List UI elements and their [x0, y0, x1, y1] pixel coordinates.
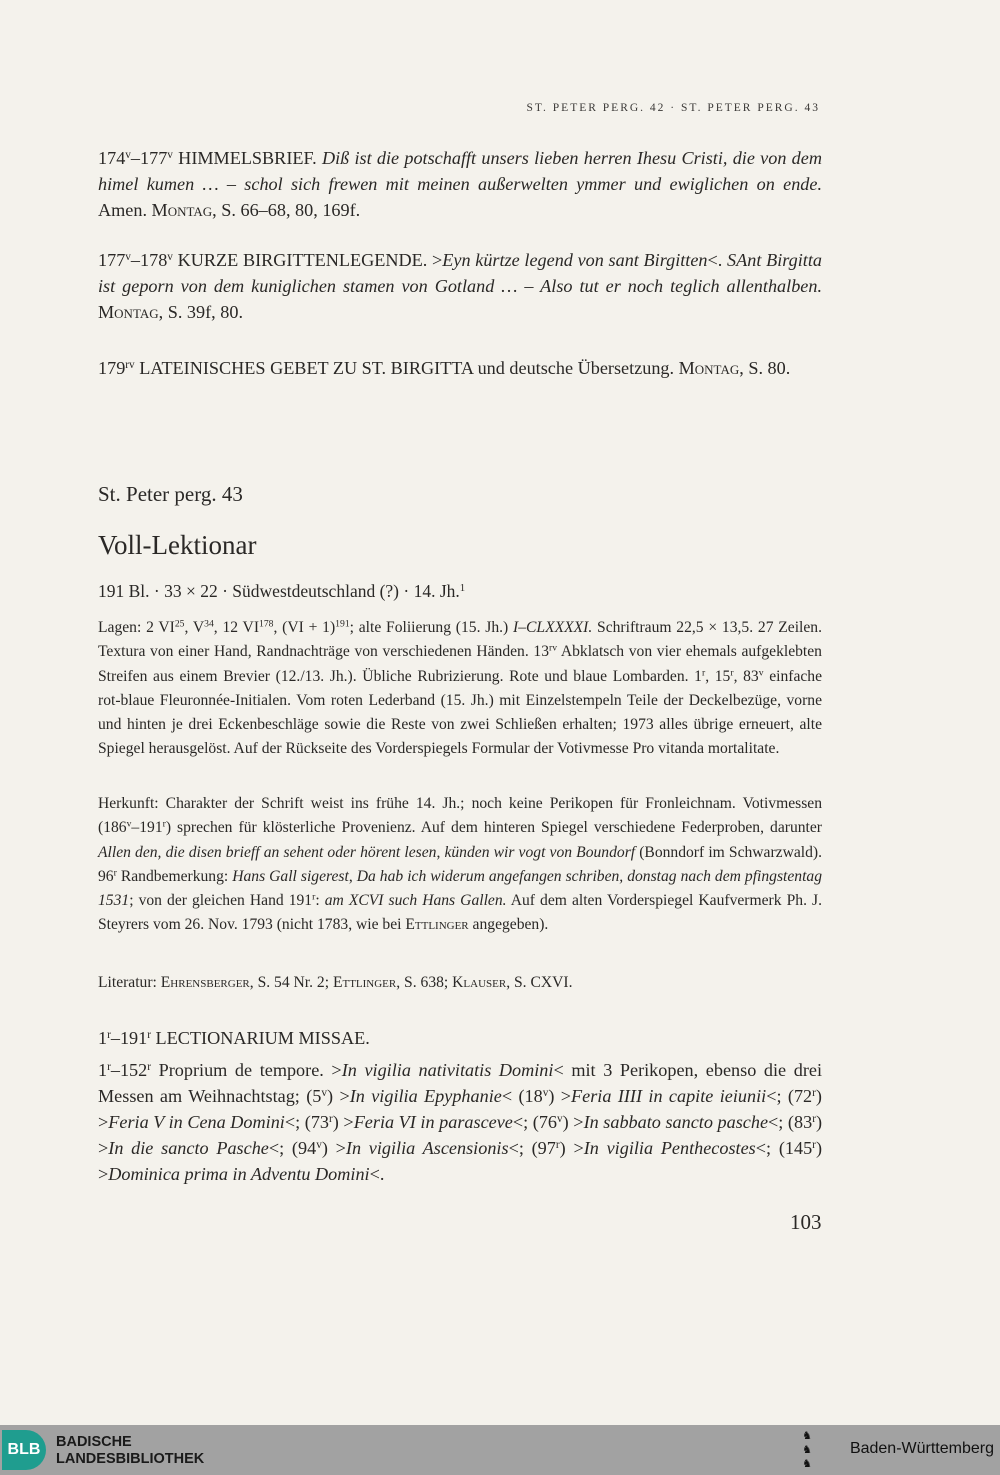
manuscript-title: Voll-Lektionar: [98, 530, 257, 560]
text-run: Schriftraum 22,5 × 13,5. 27 Zeilen. Textura von einer Hand, Randnachträge von verschiedenen Händen. 13: [98, 619, 823, 661]
entry-lateinisches-gebet: [98, 355, 822, 381]
text-run: ; von der gleichen Hand 191: [129, 892, 313, 910]
author-name: Klauser: [452, 974, 507, 991]
text-run: ) >: [98, 1112, 823, 1158]
quoted-text: In die sancto Pasche: [108, 1138, 269, 1158]
text-run: <; (72: [766, 1086, 813, 1106]
text-run: 191 Bl. · 33 × 22 · Südwestdeutschland (?) · 14. Jh.: [98, 581, 460, 601]
text-run: , (VI + 1): [273, 619, 336, 636]
text-run: 1: [98, 1028, 108, 1048]
text-run: ) >: [321, 1138, 346, 1158]
description-lagen: [98, 616, 822, 762]
quoted-text: In vigilia Penthecostes: [583, 1138, 756, 1158]
quoted-text: Feria VI in parasceve: [353, 1112, 513, 1132]
quoted-text: Dominica prima in Adventu Domini: [108, 1164, 370, 1184]
text-run: <; (73: [284, 1112, 330, 1132]
folio-superscript: r: [147, 1028, 151, 1041]
text-run: , V: [184, 619, 205, 636]
folio-superscript: rv: [549, 642, 558, 654]
text-run: KURZE BIRGITTENLEGENDE. >: [172, 250, 443, 270]
folio-superscript: v: [316, 1138, 322, 1151]
folio-superscript: rv: [125, 358, 135, 371]
folio-superscript: v: [557, 1112, 563, 1125]
quoted-text: künden wir vogt von Boundorf: [444, 843, 636, 861]
folio-superscript: r: [701, 667, 706, 679]
text-run: < (18: [501, 1086, 543, 1106]
text-run: , S. 54 Nr. 2;: [249, 974, 333, 991]
text-run: LATEINISCHES GEBET ZU ST. BIRGITTA und deutsche Übersetzung.: [134, 358, 679, 378]
text-run: :: [315, 892, 325, 910]
text-run: Herkunft: Charakter der Schrift weist ins frühe 14. Jh.; noch keine Perikopen für Fronleichnam. Votivmessen (186: [98, 795, 822, 837]
entry-birgittenlegende: [98, 247, 822, 325]
lions-coat-of-arms-icon: ♞ ♞ ♞: [802, 1430, 812, 1470]
text-run: , 12 VI: [213, 619, 260, 636]
footer-bar: [0, 1425, 1000, 1475]
author-name: Ettlinger: [405, 916, 469, 934]
text-run: ) sprechen für klösterliche Provenienz. Auf dem hinteren Spiegel verschiedene Federproben, darunter: [165, 819, 822, 837]
quoted-text: In vigilia Epyphanie: [349, 1086, 502, 1106]
entry-proprium: [98, 1057, 822, 1187]
folio-superscript: 25: [174, 618, 185, 630]
folio-superscript: v: [167, 148, 173, 161]
text-run: 179: [98, 358, 126, 378]
state-logo-text[interactable]: Baden-Württemberg: [849, 1440, 994, 1457]
quoted-text: Allen den, die disen brieff an sehent oder hörent lesen: [98, 843, 437, 861]
author-name: Ehrensberger: [160, 974, 250, 991]
text-run: Randbemerkung:: [116, 867, 233, 885]
text-run: ; alte Foliierung (15. Jh.): [349, 619, 513, 636]
text-run: ) >: [98, 1086, 822, 1132]
folio-superscript: r: [312, 891, 316, 903]
quoted-text: In vigilia nativitatis Domini: [341, 1060, 554, 1080]
library-name[interactable]: [56, 1434, 204, 1468]
text-run: ,: [436, 843, 445, 861]
text-run: < mit 3 Perikopen, ebenso die drei Messen am Weihnachtstag; (5: [98, 1060, 822, 1106]
quoted-text: Hans Gall sigerest: [232, 867, 349, 885]
text-run: (Bonndorf im Schwarzwald). 96: [98, 843, 822, 885]
text-run: angegeben).: [468, 916, 549, 934]
text-run: Lagen: 2 VI: [98, 619, 175, 636]
folio-superscript: 34: [204, 618, 214, 630]
folio-superscript: r: [730, 667, 734, 679]
text-run: Literatur:: [98, 974, 161, 991]
text-run: ,: [348, 867, 357, 885]
description-literatur: [98, 971, 822, 995]
summary-line: [98, 578, 822, 604]
text-run: <; (94: [268, 1138, 317, 1158]
text-run: , S. 80.: [739, 358, 791, 378]
quoted-text: am XCVI such Hans Gallen.: [324, 892, 507, 910]
quoted-text: Diß ist die potschafft unsers lieben herren Ihesu Cristi, die von dem himel kumen … – schol sich frewen mit meinen außerwelten ymmer und ewiglichen on ende.: [98, 148, 822, 194]
quoted-text: In vigilia Ascensionis: [345, 1138, 509, 1158]
text-run: <.: [369, 1164, 385, 1184]
text-run: ) >: [327, 1086, 350, 1106]
entry-himmelsbrief: [98, 145, 822, 223]
text-run: Amen.: [98, 200, 152, 220]
text-run: ) >: [562, 1112, 584, 1132]
folio-superscript: r: [812, 1112, 816, 1125]
text-run: –177: [130, 148, 168, 168]
author-name: Montag: [678, 358, 740, 378]
folio-superscript: v: [542, 1086, 549, 1099]
library-name-line-1: BADISCHE: [56, 1434, 132, 1450]
text-run: , S. 638;: [396, 974, 453, 991]
entry-lectionarium: [98, 1025, 822, 1051]
folio-superscript: 178: [259, 618, 274, 630]
quoted-text: Da hab ich widerum angefangen schriben, donstag nach dem pfingstentag 1531: [98, 867, 823, 910]
text-run: ) >: [559, 1138, 584, 1158]
library-name-line-2: LANDESBIBLIOTHEK: [56, 1451, 205, 1467]
folio-superscript: r: [107, 1028, 111, 1041]
author-name: Montag: [98, 302, 159, 322]
text-run: LECTIONARIUM MISSAE.: [151, 1028, 370, 1048]
text-run: , 15: [705, 667, 731, 685]
blb-logo[interactable]: BLB: [2, 1430, 46, 1470]
text-run: –178: [130, 250, 168, 270]
folio-superscript: r: [147, 1060, 151, 1073]
text-run: ) >: [548, 1086, 572, 1106]
text-run: <; (76: [512, 1112, 558, 1132]
text-run: 1: [98, 1060, 108, 1080]
folio-superscript: r: [162, 818, 166, 830]
quoted-text: SAnt Birgitta ist geporn von dem kuniglichen stamen von Gotland … – Also tut er noch teglich allenthalben.: [98, 250, 823, 296]
folio-superscript: r: [812, 1086, 816, 1099]
quoted-text: Feria IIII in capite ieiunii: [571, 1086, 767, 1106]
text-run: ) >: [332, 1112, 354, 1132]
text-run: HIMMELSBRIEF.: [172, 148, 322, 168]
author-name: Ettlinger: [332, 974, 397, 991]
folio-superscript: v: [758, 667, 764, 679]
text-run: Abklatsch von vier ehemals aufgeklebten Streifen aus einem Brevier (12./13. Jh.). Übliche Rubrizierung. Rote und blaue Lombarden. 1: [98, 643, 822, 685]
text-run: , S. CXVI.: [506, 974, 573, 991]
text-run: 177: [98, 250, 126, 270]
quoted-text: I–CLXXXXI.: [513, 619, 593, 636]
text-run: –191: [110, 1028, 148, 1048]
text-run: 174: [98, 148, 126, 168]
quoted-text: Feria V in Cena Domini: [108, 1112, 285, 1132]
quoted-text: In sabbato sancto pasche: [583, 1112, 769, 1132]
author-name: Montag: [151, 200, 213, 220]
folio-superscript: r: [555, 1138, 560, 1151]
text-run: , 83: [733, 667, 759, 685]
text-run: einfache rot-blaue Fleuronnée-Initialen. Vom roten Lederband (15. Jh.) mit Einzelstempeln Teile der Deckelbezüge, vorne und hinten je drei Eckenbeschläge sowie die Reste von zwei Schließen erhalten; 1973 alles übrige erneuert, alte Spiegel herausgelöst. Auf der Rückseite des Vorderspiegels Formular der Votivmesse Pro vitanda mortalitate.: [98, 667, 823, 758]
text-run: Proprium de tempore. >: [151, 1060, 342, 1080]
folio-superscript: r: [329, 1112, 333, 1125]
folio-superscript: v: [321, 1086, 328, 1099]
text-run: , S. 39f, 80.: [158, 302, 243, 322]
folio-superscript: v: [167, 250, 173, 263]
folio-superscript: r: [113, 867, 117, 879]
text-run: <; (145: [755, 1138, 813, 1158]
page-number: 103: [790, 1210, 822, 1234]
folio-superscript: 191: [335, 618, 350, 630]
folio-superscript: 1: [459, 582, 466, 595]
folio-superscript: r: [107, 1060, 111, 1073]
running-head: ST. PETER PERG. 42 · ST. PETER PERG. 43: [526, 102, 820, 114]
folio-superscript: v: [125, 148, 131, 161]
folio-superscript: v: [126, 818, 132, 830]
text-run: <; (97: [508, 1138, 556, 1158]
description-herkunft: [98, 792, 822, 938]
shelfmark: St. Peter perg. 43: [98, 482, 243, 506]
text-run: –191: [131, 819, 163, 837]
text-run: ) >: [98, 1138, 822, 1184]
text-run: <; (83: [768, 1112, 813, 1132]
quoted-text: Eyn kürtze legend von sant Birgitten: [442, 250, 708, 270]
folio-superscript: r: [812, 1138, 816, 1151]
text-run: –152: [110, 1060, 148, 1080]
folio-superscript: v: [125, 250, 131, 263]
text-run: , S. 66–68, 80, 169f.: [212, 200, 361, 220]
text-run: Auf dem alten Vorderspiegel Kaufvermerk Ph. J. Steyrers vom 26. Nov. 1793 (nicht 1783, wie bei: [98, 892, 822, 934]
text-run: <.: [707, 250, 728, 270]
